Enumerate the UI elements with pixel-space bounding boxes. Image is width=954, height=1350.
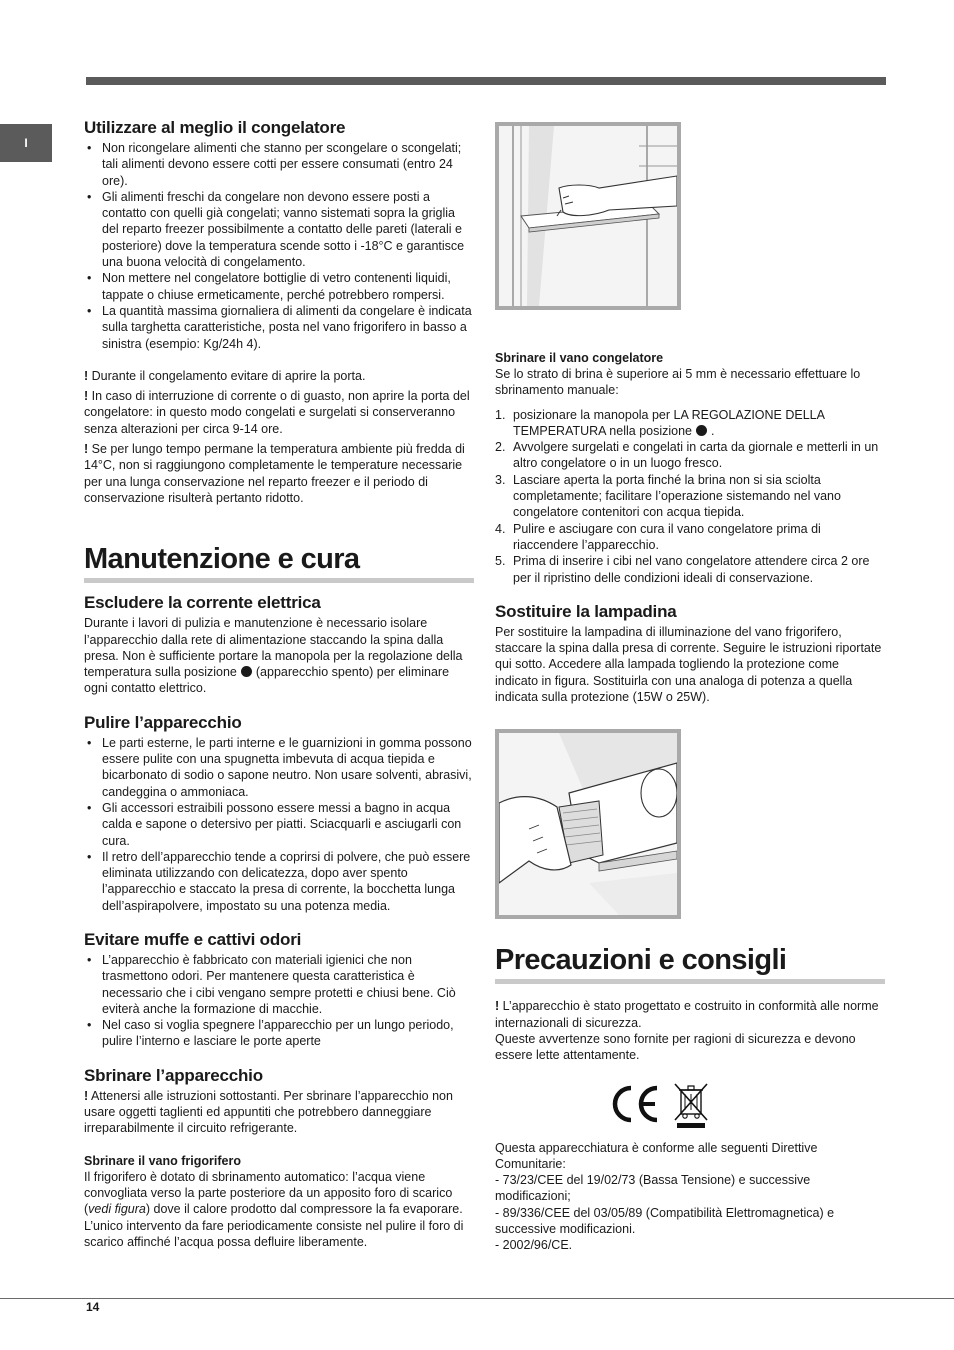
directive-line: - 2002/96/CE. <box>495 1238 573 1253</box>
footer-rule <box>0 1298 954 1299</box>
defrost-steps <box>495 407 885 586</box>
step-number: 3. <box>495 472 506 487</box>
section-title-mould: Evitare muffe e cattivi odori <box>84 929 302 949</box>
conformity-marks <box>495 1078 885 1132</box>
figure-bulb-replacement <box>495 729 681 919</box>
list-item: • Il retro dell’apparecchio tende a coprirsi di polvere, che può essere eliminata utilizzando con delicatezza, dopo aver spento l’apparecchio e staccato la presa di corrente, la bocchetta lunga dell’aspirapolvere, impostato su una potenza media. <box>84 849 474 914</box>
step-number: 1. <box>495 407 506 422</box>
step-number: 2. <box>495 440 506 455</box>
list-item: • La quantità massima giornaliera di alimenti da congelare è indicata sulla targhetta caratteristiche, posta nel vano frigorifero in basso a sinistra (esempio: Kg/24h 4). <box>84 303 474 352</box>
fridge-defrost-paragraph <box>84 1169 474 1250</box>
step-text: Pulire e asciugare con cura il vano congelatore prima di riaccendere l’apparecchio. <box>513 521 821 552</box>
list-item: • Non ricongelare alimenti che stanno per scongelare o scongelati; tali alimenti devono essere cotti per essere consumati (entro 24 ore). <box>84 140 474 189</box>
section-title-freezer: Utilizzare al meglio il congelatore <box>84 118 346 137</box>
warning-mark: ! <box>84 442 89 457</box>
step-number: 5. <box>495 554 506 569</box>
warning-text: Durante il congelamento evitare di aprire la porta. <box>91 368 366 383</box>
warning-paragraph <box>84 441 474 506</box>
warning-mark: ! <box>495 999 500 1014</box>
step-text: Prima di inserire i cibi nel vano congelatore attendere circa 2 ore per il ripristino delle condizioni ideali di conservazione. <box>513 554 870 585</box>
page-number: 14 <box>86 1300 100 1314</box>
warning-text: Se per lungo tempo permane la temperatura ambiente più fredda di 14°C, non si raggiungono completamente le temperature necessarie per una lunga conservazione nel reparto freezer e il periodo di conservazione risulterà pertanto ridotto. <box>84 442 465 505</box>
freezer-illustration <box>499 126 677 306</box>
freezer-defrost-intro: Se lo strato di brina è superiore ai 5 mm è necessario effettuare lo sbrinamento manuale: <box>495 367 861 398</box>
fridge-defrost-text: Il frigorifero è dotato di sbrinamento automatico: l’acqua viene convogliata verso la parte posteriore da un apposito foro di scarico ( <box>84 1169 453 1217</box>
power-text-end: (apparecchio spento) per eliminare ogni contatto elettrico. <box>84 665 450 696</box>
fridge-defrost-text-end: ) dove il calore prodotto dal compressore la fa evaporare. L’unico intervento da fare periodicamente consiste nel pulire il foro di scarico affinché l’acqua possa defluire liberamente. <box>84 1202 464 1249</box>
subsection-title-fridge-defrost: Sbrinare il vano frigorifero <box>84 1153 241 1168</box>
off-position-icon <box>696 425 707 436</box>
figure-reference: vedi figura <box>88 1202 146 1217</box>
directive-line: - 73/23/CEE del 19/02/73 (Bassa Tensione) e successive modificazioni; <box>495 1173 811 1204</box>
section-title-bulb: Sostituire la lampadina <box>495 601 677 621</box>
list-item <box>495 472 885 521</box>
language-tab: I <box>0 124 52 162</box>
section-title-power: Escludere la corrente elettrica <box>84 593 321 613</box>
figure-freezer-defrost <box>495 122 681 310</box>
list-item <box>495 521 885 554</box>
safety-paragraph: Queste avvertenze sono fornite per ragioni di sicurezza e devono essere lette attentamente. <box>495 1031 856 1063</box>
defrost-warning <box>84 1088 474 1137</box>
heading-underline <box>84 578 474 583</box>
top-rule <box>86 77 886 85</box>
warning-mark: ! <box>84 1088 89 1103</box>
list-item <box>495 553 885 586</box>
bulb-illustration <box>499 733 677 915</box>
left-column <box>84 118 474 1250</box>
right-column <box>495 122 885 1254</box>
directive-line: Questa apparecchiatura è conforme alle seguenti Direttive Comunitarie: <box>495 1140 818 1171</box>
subsection-title-freezer-defrost: Sbrinare il vano congelatore <box>495 351 664 365</box>
list-item: • Le parti esterne, le parti interne e le guarnizioni in gomma possono essere pulite con una spugnetta imbevuta di acqua tiepida e bicarbonato di sodio o sapone neutro. Non usare solventi, abrasivi, candeggina o ammoniaca. <box>84 735 474 800</box>
list-item: • L’apparecchio è fabbricato con materiali igienici che non trasmettono odori. Per mantenere questa caratteristica è necessario che i cibi vengano sempre protetti e chiusi bene. Ciò eviterà anche la formazione di macchie. <box>84 952 474 1017</box>
heading-underline <box>495 979 885 984</box>
heading-safety: Precauzioni e consigli <box>495 944 787 977</box>
section-title-clean: Pulire l’apparecchio <box>84 712 242 732</box>
step-number: 4. <box>495 521 506 536</box>
list-item: • Gli alimenti freschi da congelare non devono essere posti a contatto con quelli già congelati; vanno sistemati sopra la griglia del reparto freezer possibilmente a contatto delle pareti (laterali e posteriore) dove la temperatura scende sotto i -18°C e garantisce una buona velocità di congelamento. <box>84 189 474 270</box>
heading-maintenance: Manutenzione e cura <box>84 543 360 576</box>
power-paragraph <box>84 615 474 696</box>
safety-warning <box>495 998 885 1031</box>
section-title-defrost: Sbrinare l’apparecchio <box>84 1065 263 1085</box>
warning-mark: ! <box>84 368 89 383</box>
warning-mark: ! <box>84 389 89 404</box>
list-item <box>495 439 885 472</box>
step-text: posizionare la manopola per LA REGOLAZIONE DELLA TEMPERATURA nella posizione <box>513 407 825 438</box>
freezer-bullets <box>84 140 474 352</box>
step-text: Lasciare aperta la porta finché la brina non si sia sciolta completamente; facilitare l’operazione sistemando nel vano congelatore contenitori con acqua tiepida. <box>513 472 841 520</box>
warning-paragraph <box>84 388 474 437</box>
directive-line: - 89/336/CEE del 03/05/89 (Compatibilità Elettromagnetica) e successive modificazioni. <box>495 1205 835 1237</box>
bulb-paragraph: Per sostituire la lampadina di illuminazione del vano frigorifero, staccare la spina dalla presa di corrente. Seguire le istruzioni riportate qui sotto. Accedere alla lampada togliendo la protezione come indicato in figura. Sostituirla con una analoga di potenza a quella indicata sulla protezione (15W o 25W). <box>495 624 882 705</box>
off-position-icon <box>241 666 252 677</box>
power-text: Durante i lavori di pulizia e manutenzione è necessario isolare l’apparecchio dalla rete di alimentazione staccando la spina dalla presa. Non è sufficiente portare la manopola per la regolazione della temperatura sulla posizione <box>84 616 463 680</box>
warning-text: L’apparecchio è stato progettato e costruito in conformità alle norme internazionali di sicurezza. <box>495 999 879 1030</box>
mould-bullets <box>84 952 474 1050</box>
warning-text: Attenersi alle istruzioni sottostanti. Per sbrinare l’apparecchio non usare oggetti taglienti ed appuntiti che potrebbero danneggiare irreparabilmente il circuito refrigerante. <box>84 1088 453 1136</box>
list-item: • Non mettere nel congelatore bottiglie di vetro contenenti liquidi, tappate o chiuse ermeticamente, perché potrebbero rompersi. <box>84 270 474 303</box>
warning-text: In caso di interruzione di corrente o di guasto, non aprire la porta del congelatore: in questo modo congelati e surgelati si conserveranno senza alterazioni per circa 9-14 ore. <box>84 389 470 436</box>
step-text: Avvolgere surgelati e congelati in carta da giornale e metterli in un altro congelatore o in un luogo fresco. <box>513 440 879 471</box>
list-item: 1. posizionare la manopola per LA REGOLAZIONE DELLA TEMPERATURA nella posizione . <box>495 407 825 438</box>
warning-paragraph <box>84 368 474 384</box>
list-item: • Nel caso si voglia spegnere l’apparecchio per un lungo periodo, pulire l’interno e lasciare le porte aperte <box>84 1017 474 1050</box>
ce-weee-icon <box>605 1078 709 1130</box>
list-item: • Gli accessori estraibili possono essere messi a bagno in acqua calda e sapone o detersivo per piatti. Sciacquarli e asciugarli con cura. <box>84 800 474 849</box>
clean-bullets <box>84 735 474 914</box>
